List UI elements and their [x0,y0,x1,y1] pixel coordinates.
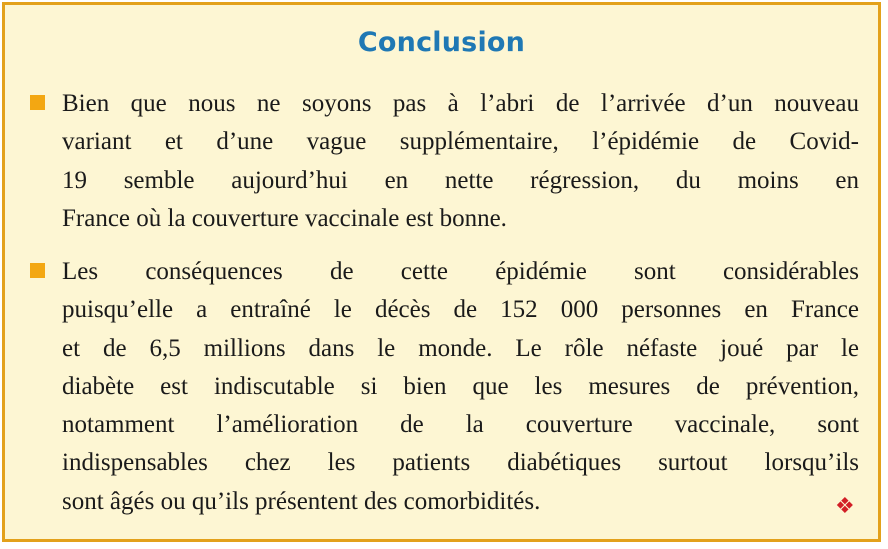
paragraph-line: et de 6,5 millions dans le monde. Le rôle néfaste joué par le [62,334,859,362]
end-of-article-icon: ❖ [835,494,855,519]
paragraph-1 [62,85,859,238]
bullet-square-icon [30,95,45,110]
conclusion-box [2,2,881,542]
paragraph-line: Les conséquences de cette épidémie sont considérables [62,258,859,285]
paragraph-line: France où la couverture vaccinale est bonne. [62,204,507,232]
paragraph-line: 19 semble aujourd’hui en nette régression, du moins en [62,166,859,194]
paragraph-line: Bien que nous ne soyons pas à l’abri de l’arrivée d’un nouveau [62,90,859,117]
paragraph-line: sont âgés ou qu’ils présentent des comorbidités. [62,487,541,515]
paragraph-line: variant et d’une vague supplémentaire, l’épidémie de Covid- [62,128,859,156]
paragraph-line: puisqu’elle a entraîné le décès de 152 000 personnes en France [62,296,859,324]
conclusion-title: Conclusion [357,27,526,58]
bullet-square-icon [30,263,45,278]
paragraph-line: indispensables chez les patients diabétiques surtout lorsqu’ils [62,449,859,477]
paragraph-line: diabète est indiscutable si bien que les mesures de prévention, [62,372,859,400]
paragraph-2 [62,253,859,521]
paragraph-line: notamment l’amélioration de la couverture vaccinale, sont [62,411,859,439]
